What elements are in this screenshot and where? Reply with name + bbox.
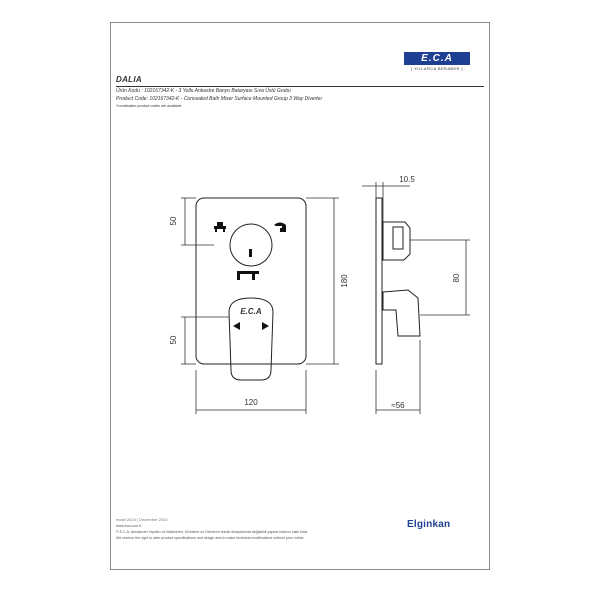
side-lever <box>383 290 420 336</box>
localisation-note: *Localisation product codes are available. <box>116 104 183 108</box>
dim-80: 80 <box>452 273 461 283</box>
side-wallplate <box>376 198 382 364</box>
footer-website: www.eca.com.tr <box>116 524 142 528</box>
dim-10-5: 10.5 <box>399 175 415 184</box>
dim-56: ≈56 <box>391 401 405 410</box>
faceplate-logo: E.C.A <box>240 307 262 316</box>
cold-indicator-icon <box>233 322 240 330</box>
product-name: DALIA <box>116 75 142 84</box>
footer-copyright-en: We reserve the right to alter product specifications and design and to make technical modifications without prior notice. <box>116 536 305 540</box>
footer-copyright-tr: © E.C.A. Armaturen Yapıları ve Makineleri, Ürünlerin ve Ürünlerin teknik detaylarında değişiklik yapma hakkını saklı tutar. <box>116 530 309 534</box>
faceplate-outline <box>196 198 306 364</box>
dim-50-top: 50 <box>169 216 178 226</box>
footer-version: ecaIe 2024 | December 2023 <box>116 517 168 522</box>
shower-icon <box>274 223 286 233</box>
diverter-knob <box>230 224 272 266</box>
diverter-marker <box>249 249 252 257</box>
hot-indicator-icon <box>262 322 269 330</box>
logo-wordmark: E.C.A <box>404 52 470 65</box>
side-cartridge-inner <box>393 227 403 249</box>
elginkan-brand: Elginkan <box>407 519 451 530</box>
side-cartridge <box>383 222 410 260</box>
dim-50-bottom: 50 <box>169 335 178 345</box>
logo-tagline: [ YILLARCA BERABER ] <box>411 66 463 71</box>
dim-180: 180 <box>340 274 349 288</box>
urun-kodu-line: Ürün Kodu : 102167342-K - 3 Yollu Ankastre Banyo Bataryası Sıva Üstü Grubu <box>116 88 291 94</box>
spout-icon <box>237 271 259 280</box>
product-code-line: Product Code: 102167342-K - Concealed Bath Mixer Surface Mounted Group 3 Way Diverter <box>116 96 323 102</box>
dim-120: 120 <box>244 398 258 407</box>
bath-icon <box>214 222 226 232</box>
